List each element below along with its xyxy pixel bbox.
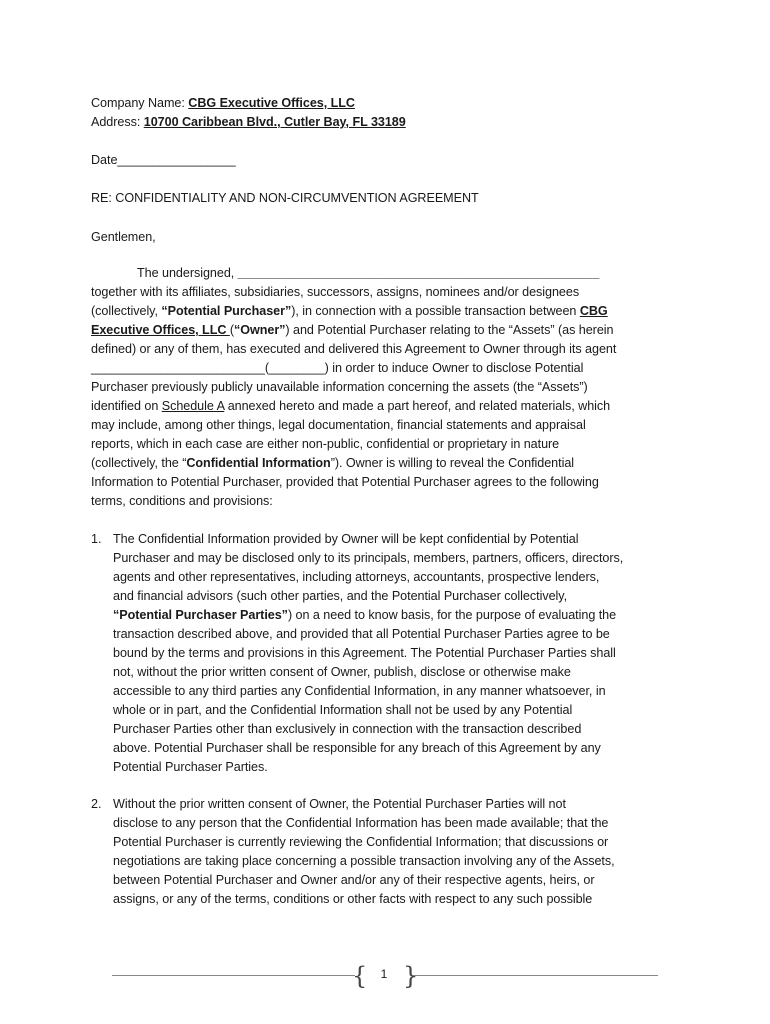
intro-text: ( — [229, 323, 234, 337]
footer-rule-left — [112, 975, 355, 976]
item-1-line: accessible to any third parties any Confidential Information, in any manner whatsoever, in — [113, 684, 606, 698]
item-1-line — [113, 606, 616, 625]
footer-rule-right — [412, 975, 658, 976]
item-1-line: above. Potential Purchaser shall be responsible for any breach of this Agreement by any — [113, 741, 601, 755]
potential-purchaser-parties-term: “Potential Purchaser Parties” — [113, 608, 288, 622]
item-1-line: Purchaser Parties other than exclusively in connection with the transaction described — [113, 722, 582, 736]
intro-line-10: reports, which in each case are either non-public, confidential or proprietary in nature — [91, 437, 560, 451]
item-1-line: bound by the terms and provisions in this Agreement. The Potential Purchaser Parties shall — [113, 646, 616, 660]
intro-text: annexed hereto and made a part hereof, and related materials, which — [224, 399, 611, 413]
intro-line-12: Information to Potential Purchaser, provided that Potential Purchaser agrees to the following — [91, 475, 599, 489]
item-2-line: between Potential Purchaser and Owner and/or any of their respective agents, heirs, or — [113, 873, 595, 887]
intro-text: ) and Potential Purchaser relating to the “Assets” (as herein — [285, 323, 614, 337]
intro-line-3 — [91, 302, 608, 321]
intro-line-1 — [137, 264, 599, 283]
salutation: Gentlemen, — [91, 230, 156, 244]
address-label: Address: — [91, 115, 144, 129]
item-1-line: Purchaser and may be disclosed only to its principals, members, partners, officers, directors, — [113, 551, 624, 565]
re-line: RE: CONFIDENTIALITY AND NON-CIRCUMVENTION AGREEMENT — [91, 191, 479, 205]
potential-purchaser-term: “Potential Purchaser” — [161, 304, 292, 318]
right-brace-icon: } — [403, 962, 419, 990]
item-1-line: agents and other representatives, including attorneys, accountants, prospective lenders, — [113, 570, 600, 584]
owner-name-part2: Executive Offices, LLC — [91, 323, 230, 337]
intro-line-5: defined) or any of them, has executed and delivered this Agreement to Owner through its agent — [91, 342, 617, 356]
item-1-line: The Confidential Information provided by Owner will be kept confidential by Potential — [113, 532, 579, 546]
intro-line-8 — [91, 397, 610, 416]
item-2-line: negotiations are taking place concerning a possible transaction involving any of the Assets, — [113, 854, 615, 868]
company-name: CBG Executive Offices, LLC — [188, 96, 355, 110]
intro-text: ”). Owner is willing to reveal the Confidential — [330, 456, 575, 470]
address-value: 10700 Caribbean Blvd., Cutler Bay, FL 33189 — [143, 115, 406, 129]
company-label: Company Name: — [91, 96, 189, 110]
intro-line-9: may include, among other things, legal documentation, financial statements and appraisal — [91, 418, 586, 432]
item-2-number: 2. — [91, 797, 102, 811]
item-text: ) on a need to know basis, for the purpose of evaluating the — [287, 608, 617, 622]
item-1-line: not, without the prior written consent of Owner, publish, disclose or otherwise make — [113, 665, 571, 679]
page-number: 1 — [380, 967, 388, 981]
intro-line-6: _________________________(________) in order to induce Owner to disclose Potential — [91, 361, 584, 375]
company-name-line — [91, 94, 355, 113]
confidential-information-term: Confidential Information — [186, 456, 331, 470]
item-1-line: Potential Purchaser Parties. — [113, 760, 268, 774]
intro-text: (collectively, the “ — [91, 456, 187, 470]
owner-term: “Owner” — [233, 323, 286, 337]
undersigned-blank: ____________________________________________________ — [237, 266, 600, 280]
item-1-line: and financial advisors (such other parties, and the Potential Purchaser collectively, — [113, 589, 568, 603]
item-2-line: Potential Purchaser is currently reviewing the Confidential Information; that discussions or — [113, 835, 609, 849]
item-1-line: whole or in part, and the Confidential Information shall not be used by any Potential — [113, 703, 573, 717]
intro-line-7: Purchaser previously publicly unavailable information concerning the assets (the “Assets”) — [91, 380, 588, 394]
intro-line-4 — [91, 321, 613, 340]
left-brace-icon: { — [352, 962, 368, 990]
intro-line-2: together with its affiliates, subsidiaries, successors, assigns, nominees and/or designees — [91, 285, 580, 299]
item-1-number: 1. — [91, 532, 102, 546]
intro-text: The undersigned, — [137, 266, 238, 280]
intro-text: identified on — [91, 399, 162, 413]
item-2-line: disclose to any person that the Confidential Information has been made available; that the — [113, 816, 609, 830]
intro-line-11 — [91, 454, 574, 473]
intro-line-13: terms, conditions and provisions: — [91, 494, 273, 508]
owner-name-part1: CBG — [579, 304, 608, 318]
address-line — [91, 113, 406, 132]
schedule-a-ref: Schedule A — [161, 399, 225, 413]
date-line: Date_________________ — [91, 153, 236, 167]
intro-text: ), in connection with a possible transaction between — [291, 304, 580, 318]
intro-text: (collectively, — [91, 304, 162, 318]
item-2-line: Without the prior written consent of Owner, the Potential Purchaser Parties will not — [113, 797, 566, 811]
item-1-line: transaction described above, and provided that all Potential Purchaser Parties agree to be — [113, 627, 610, 641]
item-2-line: assigns, or any of the terms, conditions or other facts with respect to any such possible — [113, 892, 593, 906]
